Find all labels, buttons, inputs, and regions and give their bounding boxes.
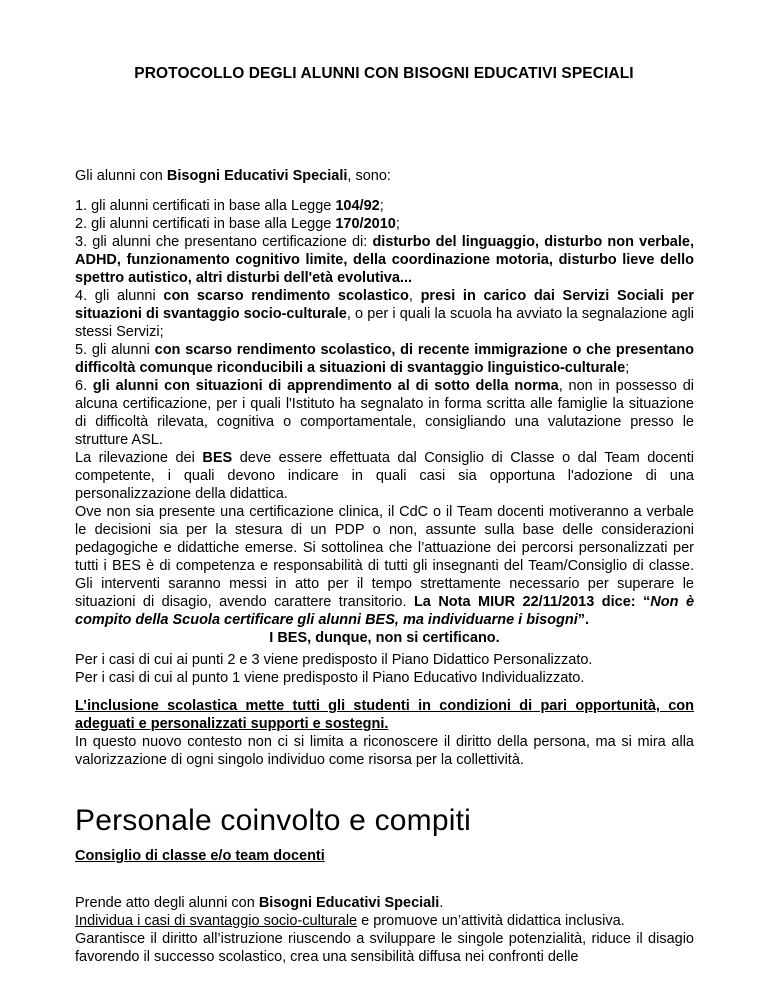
list-item: 2. gli alunni certificati in base alla Legge 170/2010; — [75, 216, 400, 232]
section-body — [75, 894, 694, 966]
document-title: PROTOCOLLO DEGLI ALUNNI CON BISOGNI EDUCATIVI SPECIALI — [134, 65, 634, 82]
section-line-1: Prende atto degli alunni con Bisogni Educativi Speciali. — [75, 895, 444, 911]
bes-list — [75, 197, 694, 647]
certificazione-conclusion: I BES, dunque, non si certificano. — [269, 630, 500, 646]
piani-paragraph: Per i casi di cui ai punti 2 e 3 viene predisposto il Piano Didattico Personalizzato. Per i casi di cui al punto 1 viene predisposto il Piano Educativo Individualizzato. — [75, 652, 593, 686]
list-item: 4. gli alunni con scarso rendimento scolastico, presi in carico dai Servizi Sociali per situazioni di svantaggio socio-culturale, o per i quali la scuola ha avviato la segnalazione agli stessi Servizi; — [75, 288, 694, 340]
section-heading: Personale coinvolto e compiti — [75, 804, 472, 837]
intro-paragraph: Gli alunni con Bisogni Educativi Speciali, sono: — [75, 168, 391, 184]
rilevazione-paragraph: La rilevazione dei BES deve essere effettuata dal Consiglio di Classe o dal Team docenti competente, i quali devono indicare in quali casi sia opportuna l'adozione di una personalizzazione della didattica. — [75, 450, 694, 502]
list-item: 6. gli alunni con situazioni di apprendimento al di sotto della norma, non in possesso di alcuna certificazione, per i quali l'Istituto ha segnalato in forma scritta alle famiglie la situazione di difficoltà rilevata, cognitiva o comportamentale, consigliando una valutazione presso le strutture ASL. — [75, 378, 695, 448]
list-item: 1. gli alunni certificati in base alla Legge 104/92; — [75, 198, 384, 214]
section-subheading: Consiglio di classe e/o team docenti — [75, 848, 325, 864]
inclusione-paragraph: L’inclusione scolastica mette tutti gli studenti in condizioni di pari opportunità, con adeguati e personalizzati supporti e sostegni. In questo nuovo contesto non ci si limita a riconoscere il diritto della persona, ma si mira alla valorizzazione di ogni singolo individuo come risorsa per la collettività. — [75, 698, 694, 768]
list-item: 5. gli alunni con scarso rendimento scolastico, di recente immigrazione o che presentano difficoltà comunque riconducibili a situazioni di svantaggio linguistico-culturale; — [75, 342, 694, 376]
section-line-3: Garantisce il diritto all’istruzione riuscendo a sviluppare le singole potenzialità, riduce il disagio favorendo il successo scolastico, crea una sensibilità diffusa nei confronti delle — [75, 931, 694, 965]
section-line-2: Individua i casi di svantaggio socio-culturale e promuove un’attività didattica inclusiva. — [75, 913, 625, 929]
certificazione-paragraph: Ove non sia presente una certificazione clinica, il CdC o il Team docenti motiveranno a verbale le decisioni sia per la stesura di un PDP o non, assunte sulla base delle considerazioni pedagogiche e didattiche emerse. Si sottolinea che l’attuazione dei percorsi personalizzati per tutti i BES è di competenza e responsabilità di tutti gli insegnanti del Team/Consiglio di classe. Gli interventi saranno messi in atto per il tempo strettamente necessario per superare le situazioni di disagio, avendo carattere transitorio. La Nota MIUR 22/11/2013 dice: “Non è compito della Scuola certificare gli alunni BES, ma individuarne i bisogni”. — [75, 504, 695, 628]
list-item: 3. gli alunni che presentano certificazione di: disturbo del linguaggio, disturbo non verbale, ADHD, funzionamento cognitivo limite, della coordinazione motoria, disturbo lieve dello spettro autistico, altri disturbi dell'età evolutiva... — [75, 234, 694, 286]
